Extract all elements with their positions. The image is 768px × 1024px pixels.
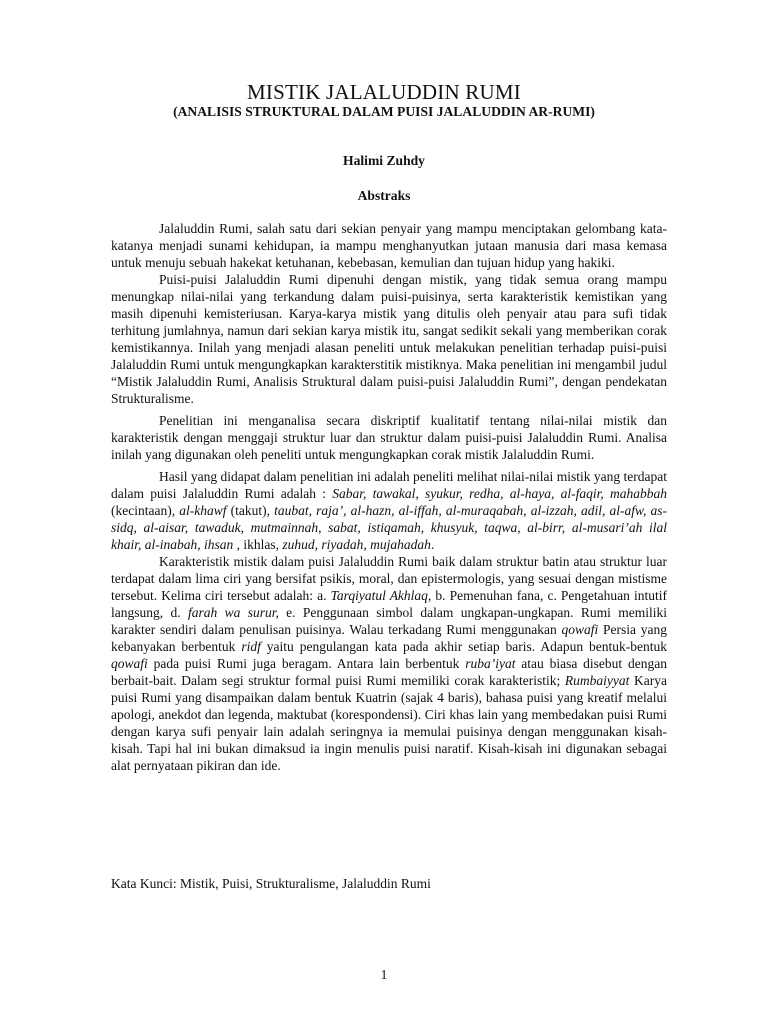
p5-term: qowafi <box>111 656 148 671</box>
p5-text: Karakteristik mistik dalam puisi Jalaluddin Rumi baik dalam struktur batin atau struktur luar terdapat dalam lima ciri yang bersifat psikis, moral, dan epistermologis, yang sesuai dengan mistisme tersebut. Kelima ciri tersebut adalah: a. <box>111 554 667 603</box>
p5-text: Karya puisi Rumi yang disampaikan dalam bentuk Kuatrin (sajak 4 baris), bahasa puisi yang kreatif melalui apologi, anekdot dan legenda, maktubat (korespondensi). Ciri khas lain yang membedakan puisi Rumi dengan karya sufi penyair lain adalah seringnya ia memulai puisinya dengan menggunakan kisah-kisah. Tapi hal ini bukan dimaksud ia ingin menulis puisi naratif. Kisah-kisah ini digunakan sebagai alat pernyataan pikiran dan ide. <box>111 673 667 773</box>
p5-term: Rumbaiyyat <box>564 673 630 688</box>
document-title: MISTIK JALALUDDIN RUMI <box>247 80 521 104</box>
p4-text: (kecintaan), <box>111 503 180 518</box>
p5-term: farah wa surur, <box>187 605 279 620</box>
p4-terms-1: Sabar, tawakal, syukur, redha, al-haya, al-faqir, mahabbah <box>332 486 667 501</box>
document-subtitle: (ANALISIS STRUKTURAL DALAM PUISI JALALUDDIN AR-RUMI) <box>173 104 595 119</box>
p4-text: , ikhlas, <box>233 537 283 552</box>
abstract-paragraph-2: Puisi-puisi Jalaluddin Rumi dipenuhi dengan mistik, yang tidak semua orang mampu menungkap nilai-nilai yang terkandung dalam puisi-puisinya, serta karakteristik kemistikan yang masih dipenuhi kemisteriusan. Karya-karya mistik yang ditulis oleh penyair atau para sufi tidak terhitung jumlahnya, namun dari sekian karya mistik itu, sangat sedikit sekali yang memberikan corak kemistikannya. Inilah yang menjadi alasan peneliti untuk melakukan penelitian terhadap puisi-puisi Jalaluddin Rumi untuk mengungkapkan karakterstitik mistiknya. Maka penelitian ini mengambil judul “Mistik Jalaluddin Rumi, Analisis Struktural dalam puisi-puisi Jalaluddin Rumi”, dengan pendekatan Strukturalisme. <box>111 272 667 406</box>
abstract-paragraph-3: Penelitian ini menganalisa secara diskriptif kualitatif tentang nilai-nilai mistik dan karakteristik dengan menggaji struktur luar dan struktur dalam puisi-puisi Jalaluddin Rumi. Analisa inilah yang digunakan oleh peneliti untuk mengungkapkan corak mistik Jalaluddin Rumi. <box>111 413 667 462</box>
p4-term-khawf: al-khawf <box>179 503 227 518</box>
p5-text: pada puisi Rumi juga beragam. Antara lain berbentuk <box>147 656 466 671</box>
p5-term: ruba’iyat <box>465 656 516 671</box>
abstract-paragraph-4 <box>111 468 667 553</box>
p4-terms-3: zuhud, riyadah, mujahadah <box>282 537 431 552</box>
p5-text: yaitu pengulangan kata pada akhir setiap baris. Adapun bentuk-bentuk <box>260 639 668 654</box>
p5-term: ridf <box>241 639 261 654</box>
page-number: 1 <box>380 967 388 982</box>
p4-text: (takut), <box>226 503 275 518</box>
author-name: Halimi Zuhdy <box>343 153 425 168</box>
p4-text: . <box>430 537 435 552</box>
abstract-heading: Abstraks <box>357 188 411 203</box>
abstract-body <box>111 220 667 774</box>
keywords: Kata Kunci: Mistik, Puisi, Strukturalisme, Jalaluddin Rumi <box>111 876 431 891</box>
p5-text: atau biasa disebut dengan berbait-bait. Dalam segi struktur formal puisi Rumi memiliki corak karakteristik; <box>111 656 667 688</box>
p4-text: Hasil yang didapat dalam penelitian ini adalah peneliti melihat nilai-nilai mistik yang terdapat dalam puisi Jalaluddin Rumi adalah : <box>111 469 667 501</box>
abstract-paragraph-5 <box>111 553 667 774</box>
abstract-paragraph-1: Jalaluddin Rumi, salah satu dari sekian penyair yang mampu menciptakan gelombang kata-katanya menjadi sunami kehidupan, ia mampu menghanyutkan jutaan manusia dari masa kemasa untuk menuju sebuah hakekat ketuhanan, kebebasan, kemulian dan tujuan hidup yang hakiki. <box>111 221 667 270</box>
p5-text: e. Penggunaan simbol dalam ungkapan-ungkapan. Rumi memiliki karakter sendiri dalam penulisan puisinya. Walau terkadang Rumi menggunakan <box>111 605 667 637</box>
p5-text: , b. Pemenuhan fana, c. Pengetahuan intutif langsung, d. <box>111 588 668 620</box>
p5-term: qowafi <box>561 622 599 637</box>
p5-term: Tarqiyatul Akhlaq <box>330 588 428 603</box>
p4-terms-2: taubat, raja’, al-hazn, al-iffah, al-muraqabah, al-izzah, adil, al-afw, as-sidq, al-aisar, tawaduk, mutmainnah, sabat, istiqamah, khusyuk, taqwa, al-birr, al-musari’ah ilal khair, al-inabah, ihsan <box>111 503 667 552</box>
p5-text: Persia yang kebanyakan berbentuk <box>111 622 667 654</box>
